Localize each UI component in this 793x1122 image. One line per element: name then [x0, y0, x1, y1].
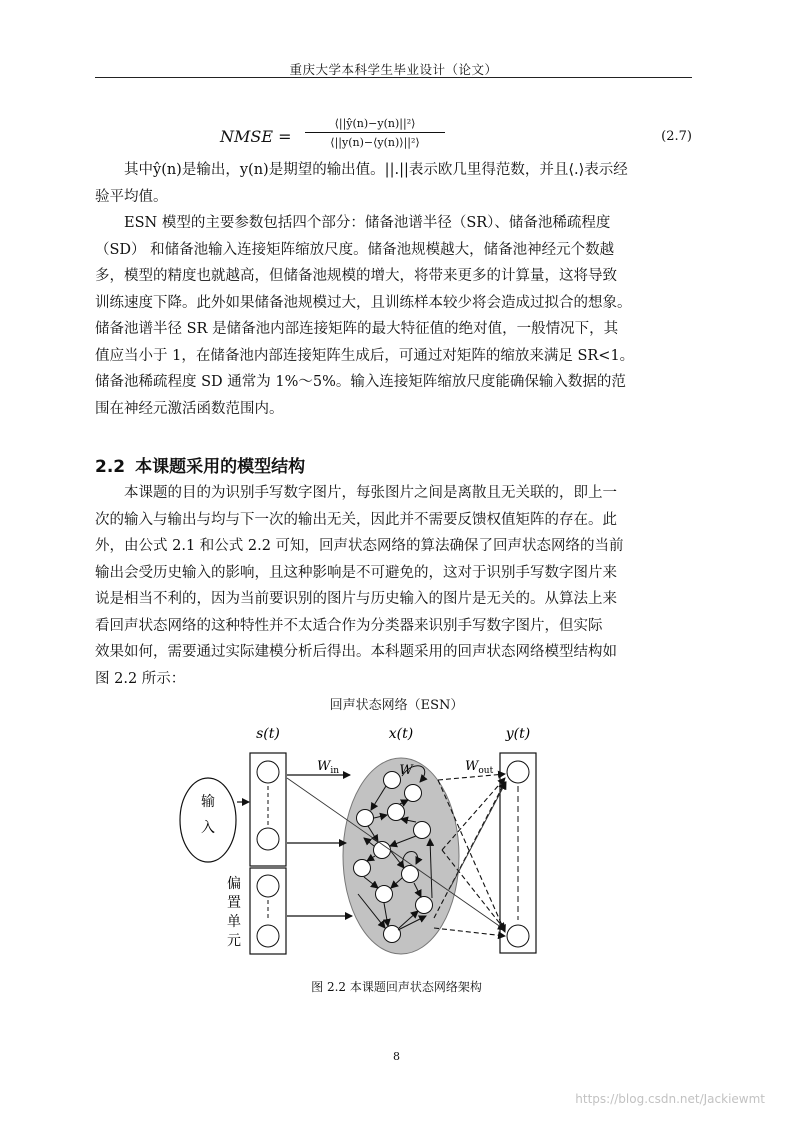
input-label-char: 入	[201, 820, 215, 836]
bias-label-char: 单	[227, 914, 241, 930]
paragraph-esn-parameters	[95, 210, 692, 422]
w-out-subscript: out	[478, 766, 494, 776]
wout-arrow	[434, 928, 505, 936]
w-in-symbol: W	[317, 759, 331, 774]
text-line: 其中ŷ(n)是输出，y(n)是期望的输出值。||.||表示欧几里得范数，并且⟨.⟩表示经	[124, 162, 628, 178]
paragraph-model-structure	[95, 480, 692, 692]
x-t-label: x(t)	[388, 726, 414, 742]
text-line: 输出会受历史输入的影响，且这种影响是不可避免的，这对于识别手写数字图片来	[95, 564, 617, 581]
page-number: 8	[393, 1050, 400, 1063]
text-line: 本课题的目的为识别手写数字图片，每张图片之间是离散且无关联的，即上一	[124, 485, 617, 501]
bias-neuron	[257, 875, 279, 897]
equation-2-7	[220, 117, 692, 161]
text-line: 储备池谱半径 SR 是储备池内部连接矩阵的最大特征值的绝对值，一般情况下，其	[95, 321, 619, 337]
reservoir-neuron	[414, 822, 431, 839]
section-heading	[95, 452, 305, 477]
reservoir-neuron	[405, 785, 422, 802]
equation-denominator: ⟨||y(n)−⟨y(n)⟩||²⟩	[330, 136, 420, 149]
reservoir-neuron	[354, 860, 371, 877]
bias-label-char: 偏	[227, 876, 241, 892]
input-label-char: 输	[201, 794, 215, 810]
bias-label-char: 元	[227, 933, 241, 949]
w-in-subscript: in	[330, 766, 340, 776]
text-line: 说是相当不利的，因为当前要识别的图片与历史输入的图片是无关的。从算法上来	[95, 591, 617, 607]
input-neuron	[257, 828, 279, 850]
equation-fraction	[305, 117, 445, 149]
figure-title: 回声状态网络（ESN）	[329, 698, 464, 713]
figure-caption: 图 2.2 本课题回声状态网络架构	[311, 980, 482, 994]
equation-lhs: NMSE =	[220, 127, 292, 146]
output-neuron	[507, 761, 529, 783]
section-number: 2.2	[95, 457, 126, 477]
equation-numerator: ⟨||ŷ(n)−y(n)||²⟩	[334, 117, 416, 130]
output-neuron	[507, 925, 529, 947]
reservoir-neuron	[384, 926, 401, 943]
wout-arrow	[438, 774, 505, 780]
watermark: https://blog.csdn.net/Jackiewmt	[575, 1092, 765, 1106]
reservoir-neuron	[376, 886, 393, 903]
equation-number: (2.7)	[661, 129, 692, 144]
text-line: 外，由公式 2.1 和公式 2.2 可知，回声状态网络的算法确保了回声状态网络的当前	[95, 538, 624, 554]
text-line: 训练速度下降。此外如果储备池规模过大，且训练样本较少将会造成过拟合的想象。	[95, 294, 632, 311]
input-neuron	[257, 761, 279, 783]
text-line: 看回声状态网络的这种特性并不太适合作为分类器来识别手写数字图片，但实际	[95, 617, 603, 634]
w-in-label	[317, 759, 339, 776]
bias-neuron	[257, 925, 279, 947]
w-out-label	[465, 759, 494, 776]
w-reservoir-label: W	[399, 763, 413, 778]
w-out-symbol: W	[465, 759, 479, 774]
text-line: 效果如何，需要通过实际建模分析后得出。本科题采用的回声状态网络模型结构如	[95, 644, 617, 660]
y-t-label: y(t)	[505, 726, 531, 742]
page-header: 重庆大学本科学生毕业设计（论文）	[289, 62, 498, 77]
text-line: 图 2.2 所示：	[95, 670, 186, 687]
paragraph-nmse-explanation	[95, 157, 692, 210]
reservoir-neuron	[416, 897, 433, 914]
reservoir-neuron	[388, 804, 405, 821]
header-rule	[95, 77, 692, 78]
text-line: 次的输入与输出与均与下一次的输出无关，因此并不需要反馈权值矩阵的存在。此	[95, 511, 617, 528]
text-line: 验平均值。	[95, 188, 168, 205]
esn-architecture-diagram	[170, 718, 550, 966]
section-title: 本课题采用的模型结构	[135, 457, 306, 477]
text-line: ESN 模型的主要参数包括四个部分：储备池谱半径（SR）、储备池稀疏程度	[124, 215, 611, 231]
bias-label-char: 置	[227, 895, 241, 911]
s-t-label: s(t)	[256, 726, 280, 742]
reservoir-neuron	[384, 772, 401, 789]
reservoir-neuron	[357, 810, 374, 827]
text-line: 多，模型的精度也就越高，但储备池规模的增大，将带来更多的计算量，这将导致	[95, 268, 617, 284]
text-line: （SD） 和储备池输入连接矩阵缩放尺度。储备池规模越大，储备池神经元个数越	[95, 241, 615, 258]
text-line: 围在神经元激活函数范围内。	[95, 400, 284, 417]
text-line: 储备池稀疏程度 SD 通常为 1%～5%。输入连接矩阵缩放尺度能确保输入数据的范	[95, 374, 626, 390]
text-line: 值应当小于 1，在储备池内部连接矩阵生成后，可通过对矩阵的缩放来满足 SR<1。	[95, 347, 635, 364]
